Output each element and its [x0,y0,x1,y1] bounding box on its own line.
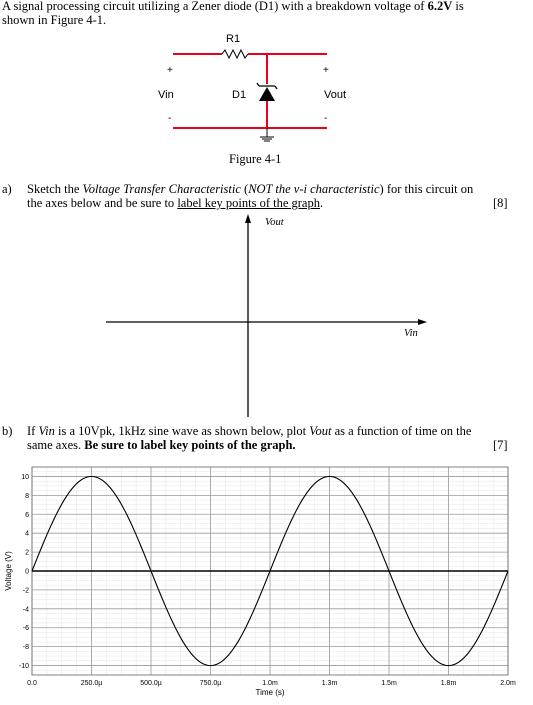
y-tick-label: -8 [22,644,29,652]
y-tick-label: -2 [22,587,29,595]
vout-label: Vout [324,89,347,101]
x-tick-label: 2.0m [500,680,516,687]
chart-x-axis-label: Time (s) [255,688,285,697]
x-tick-label: 750.0µ [199,680,222,687]
vout-plus: + [323,65,329,76]
y-tick-label: 6 [25,511,29,519]
vtc-vin-label: Vin [404,328,418,339]
x-tick-label: 500.0µ [140,680,162,687]
y-tick-label: 2 [25,549,29,557]
r1-label: R1 [226,33,241,45]
x-tick-label: 1.3m [321,680,338,687]
x-tick-label: 1.8m [440,680,457,687]
x-tick-label: 1.5m [381,680,397,687]
d1-label: D1 [232,89,247,101]
x-tick-label: 0.0 [27,680,37,687]
circuit-figure [150,30,370,145]
vout-minus: - [324,113,328,124]
question-b-marks: [7] [493,438,508,452]
intro-line-1 [2,0,464,13]
question-a-label: a) [2,182,12,196]
y-tick-label: 10 [21,473,29,481]
intro-text: A signal processing circuit utilizing a Zener diode (D1) with a breakdown voltage of [2,0,428,13]
question-a-marks: [8] [493,196,508,210]
y-tick-label: 4 [25,530,29,538]
question-a-line-1: Sketch the Voltage Transfer Characteristic (NOT the v-i characteristic) for this circuit on [27,182,474,196]
x-axis-arrow-icon [418,319,427,325]
y-tick-label: 8 [25,492,29,500]
y-tick-label: 0 [25,568,29,576]
intro-line-2: shown in Figure 4-1. [2,13,107,27]
r1-resistor-icon [222,50,248,58]
vtc-vout-label: Vout [265,217,284,228]
vtc-axes [100,212,430,418]
vin-minus: - [168,113,172,124]
question-a-line-2: the axes below and be sure to label key points of the graph. [27,196,324,210]
y-axis-arrow-icon [245,214,251,223]
x-tick-label: 250.0µ [80,680,103,687]
sine-chart [0,455,533,705]
zener-triangle-icon [259,87,275,101]
question-b-line-2: same axes. Be sure to label key points of the graph. [27,438,296,452]
chart-y-axis-label: Voltage (V) [4,551,13,591]
question-b-label: b) [2,424,13,438]
y-tick-label: -10 [18,663,29,671]
y-tick-label: -4 [22,606,29,614]
x-tick-label: 1.0m [262,680,278,687]
figure-caption: Figure 4-1 [229,152,282,166]
vin-plus: + [167,65,173,76]
vin-label: Vin [158,89,174,101]
breakdown-voltage: 6.2V [427,0,453,13]
intro-text-end: is [452,0,464,13]
y-tick-label: -6 [22,625,29,633]
question-b-line-1: If Vin is a 10Vpk, 1kHz sine wave as shown below, plot Vout as a function of time on the [27,424,472,438]
